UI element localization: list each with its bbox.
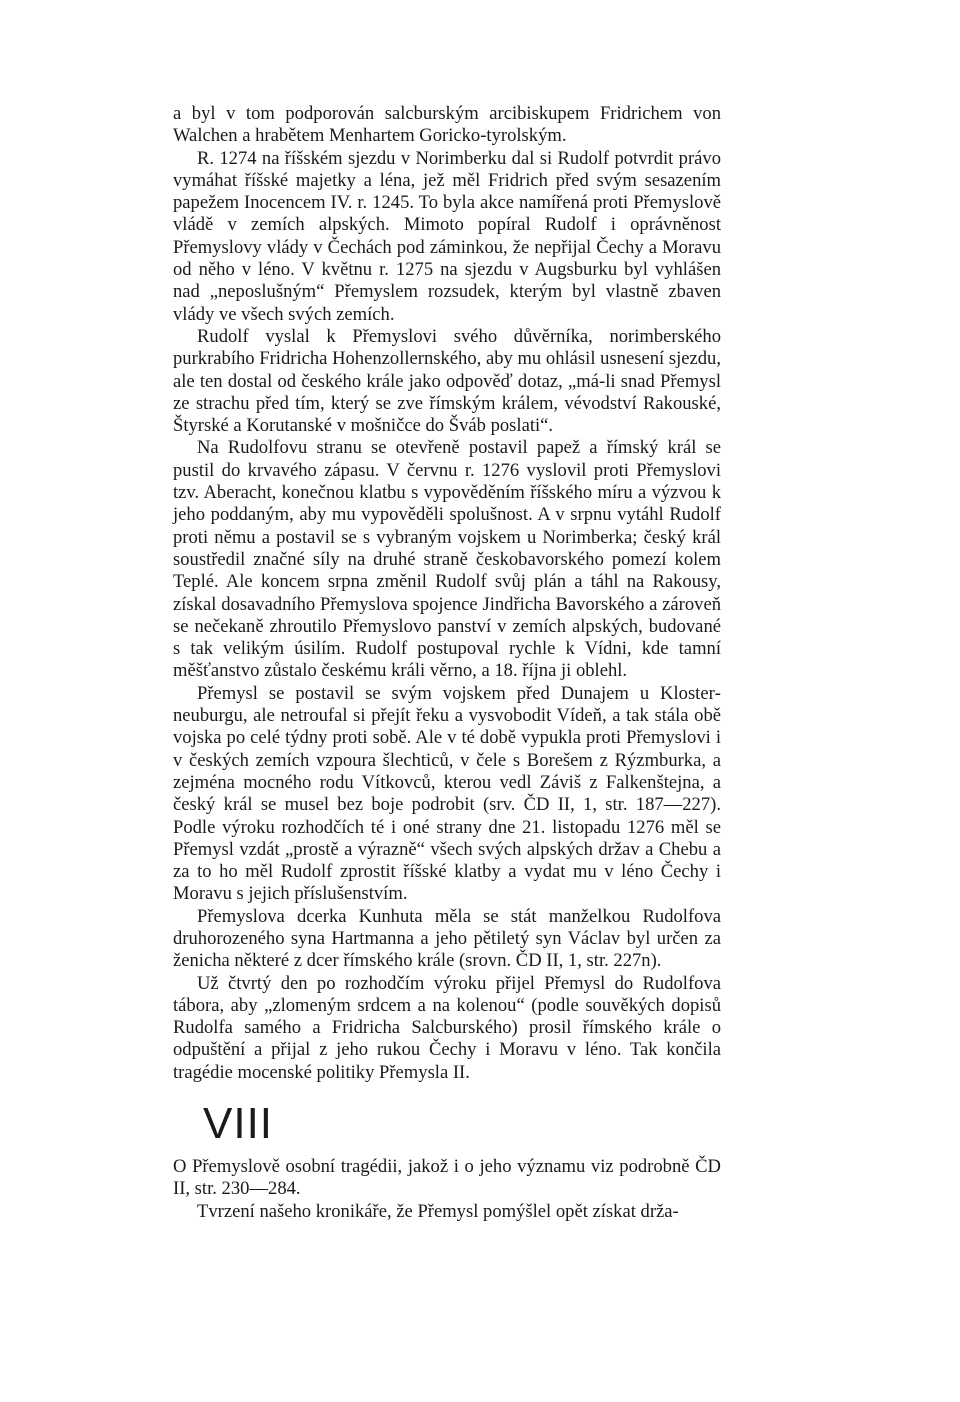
paragraph-4: Na Rudolfovu stranu se otevřeně postavil papež a římský král se pustil do krvavého zápasu. V červnu r. 1276 vyslovil proti Přemyslovi tzv. Aberacht, konečnou klatbu s vypověděním říšského míru a výzvou k jeho poddaným, aby mu vypověděli spolušnost. A v srpnu vytáhl Rudolf proti němu a postavil se s vybraným vojskem u Norimberka; český král soustředil značné síly na druhé straně českobavorského pomezí kolem Teplé. Ale koncem srpna změnil Rudolf svůj plán a táhl na Rakousy, získal dosavadního Přemyslova spojence Jindřicha Bavorského a zároveň se nečekaně zhroutilo Přemyslovo panství v zemích alpských, budované s tak velikým úsilím. Rudolf postupoval rychle k Vídni, kde tamní měšťanstvo zůstalo českému králi věrno, a 18. října ji oblehl. [173, 437, 721, 682]
paragraph-3: Rudolf vyslal k Přemyslovi svého důvěrníka, norimberského purkrabího Fridricha Hohenzollernského, aby mu ohlásil usnesení sjezdu, ale ten dostal od českého krále jako odpověď dotaz, „má-li snad Přemysl ze strachu před tím, který se zve římským králem, vévodství Rakouské, Štyrské a Korutanské v mošničce do Šváb poslati“. [173, 325, 721, 437]
paragraph-1: a byl v tom podporován salcburským arcibiskupem Fridrichem von Walchen a hrabětem Menhartem Goricko-tyrolským. [173, 103, 721, 147]
page-text [173, 103, 721, 1223]
paragraph-2: R. 1274 na říšském sjezdu v Norimberku dal si Rudolf potvrdit právo vymáhat říšské majetky a léna, jež měl Fridrich před svým sesazením papežem Inocencem IV. r. 1245. To byla akce namířená proti Přemyslově vládě v zemích alpských. Mimoto popíral Rudolf i oprávněnost Přemyslovy vlády v Čechách pod záminkou, že nepřijal Čechy a Moravu od něho v léno. V květnu r. 1275 na sjezdu v Augsburku byl vyhlášen nad „neposlušným“ Přemyslem rozsudek, kterým byl vlastně zbaven vlády ve všech svých zemích. [173, 147, 721, 325]
paragraph-8: O Přemyslově osobní tragédii, jakož i o jeho významu viz podrobně ČD II, str. 230—284. [173, 1156, 721, 1200]
paragraph-6: Přemyslova dcerka Kunhuta měla se stát manželkou Rudolfova druhorozeného syna Hartmanna a jeho pětiletý syn Václav byl určen za ženicha některé z dcer římského krále (srovn. ČD II, 1, str. 227n). [173, 905, 721, 972]
chapter-heading: VIII [203, 1099, 274, 1149]
paragraph-9: Tvrzení našeho kronikáře, že Přemysl pomýšlel opět získat drža- [197, 1200, 679, 1222]
paragraph-5: Přemysl se postavil se svým vojskem před Dunajem u Klosterneuburgu, ale netroufal si přejít řeku a vysvobodit Vídeň, a tak stála obě vojska po celé týdny proti sobě. Ale v té době vypukla proti Přemyslovi i v českých zemích vzpoura šlechticů, v čele s Borešem z Rýzmburka, a zejména mocného rodu Vítkovců, kterou vedl Záviš z Falkenštejna, a český král se musel bez boje podrobit (srv. ČD II, 1, str. 187—227). Podle výroku rozhodčích té i oné strany dne 21. listopadu 1276 měl se Přemysl vzdát „prostě a výrazně“ všech svých alpských držav a Chebu a za to ho měl Rudolf zprostit říšské klatby a vydat mu v léno Čechy i Moravu s jejich příslušenstvím. [173, 682, 721, 905]
paragraph-7: Už čtvrtý den po rozhodčím výroku přijel Přemysl do Rudolfova tábora, aby „zlomeným srdcem a na kolenou“ (podle souvěkých dopisů Rudolfa samého a Fridricha Salcburského) prosil římského krále o odpuštění a přijal z jeho rukou Čechy i Moravu v léno. Tak končila tragédie mocenské politiky Přemysla II. [173, 972, 721, 1083]
